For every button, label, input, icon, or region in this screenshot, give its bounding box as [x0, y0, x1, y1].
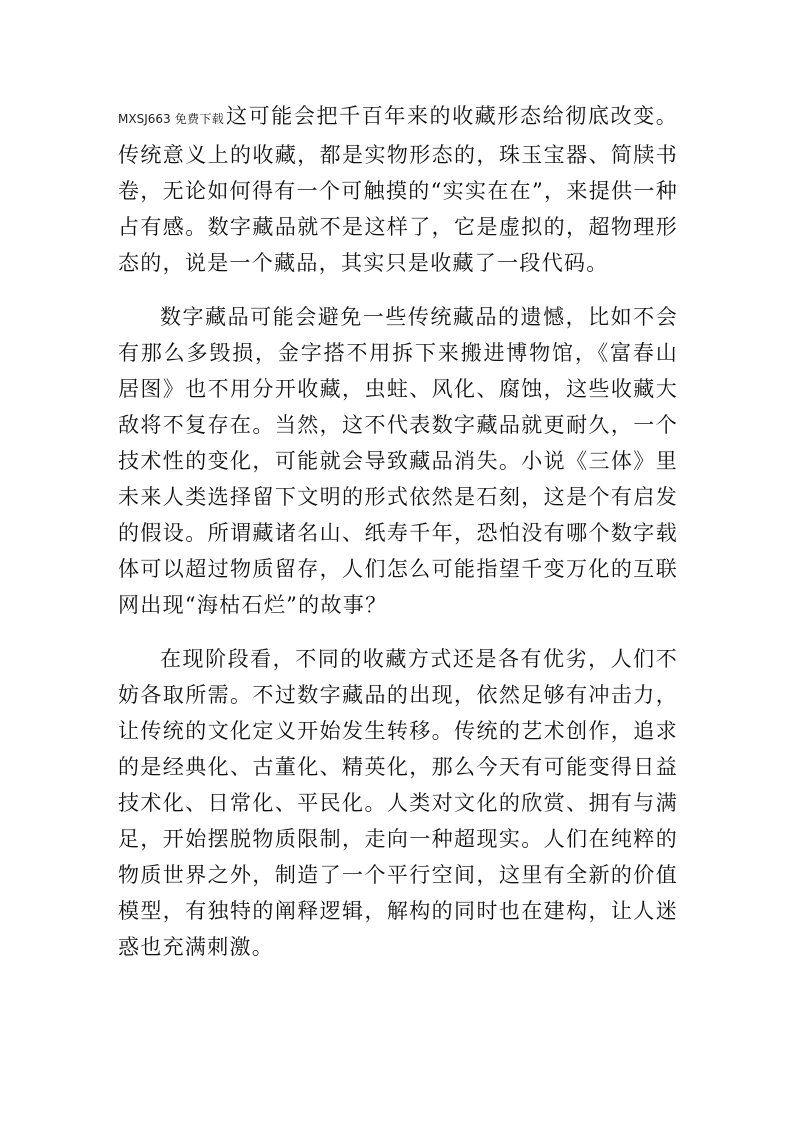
- paragraph-3: 在现阶段看，不同的收藏方式还是各有优劣，人们不妨各取所需。不过数字藏品的出现，依然足够有冲击力，让传统的文化定义开始发生转移。传统的艺术创作，追求的是经典化、古董化、精英化，那么今天有可能变得日益技术化、日常化、平民化。人类对文化的欣赏、拥有与满足，开始摆脱物质限制，走向一种超现实。人们在纯粹的物质世界之外，制造了一个平行空间，这里有全新的价值模型，有独特的阐释逻辑，解构的同时也在建构，让人迷惑也充满刺激。: [118, 647, 678, 959]
- paragraph-2: 数字藏品可能会避免一些传统藏品的遗憾，比如不会有那么多毁损，金字搭不用拆下来搬进博物馆，《富春山居图》也不用分开收藏，虫蛀、风化、腐蚀，这些收藏大敌将不复存在。当然，这不代表数字藏品就更耐久，一个技术性的变化，可能就会导致藏品消失。小说《三体》里未来人类选择留下文明的形式依然是石刻，这是个有启发的假设。所谓藏诸名山、纸寿千年，恐怕没有哪个数字载体可以超过物质留存，人们怎么可能指望千变万化的互联网出现“海枯石烂”的故事？: [118, 305, 678, 617]
- paragraph-1: [118, 98, 678, 281]
- article-body: [118, 98, 678, 965]
- watermark-prefix: MXSJ663 免费下载: [118, 112, 225, 126]
- paragraph-1-text: 这可能会把千百年来的收藏形态给彻底改变。传统意义上的收藏，都是实物形态的，珠玉宝器、简牍书卷，无论如何得有一个可触摸的“实实在在”，来提供一种占有感。数字藏品就不是这样了，它是虚拟的，超物理形态的，说是一个藏品，其实只是收藏了一段代码。: [118, 104, 679, 275]
- paragraph-gap: [118, 281, 678, 299]
- paragraph-gap: [118, 623, 678, 641]
